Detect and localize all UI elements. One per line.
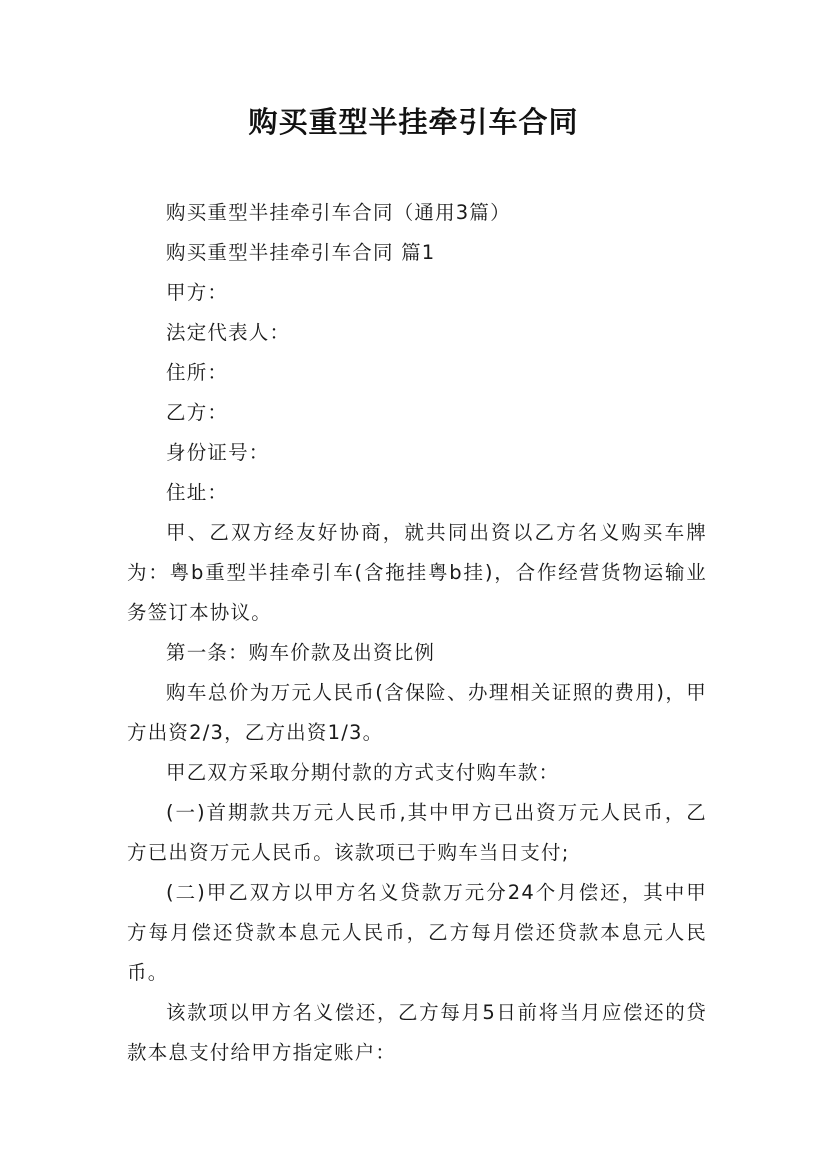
paragraph-id-number: 身份证号：: [166, 441, 270, 464]
paragraph-party-a: 甲方：: [166, 281, 229, 304]
paragraph-article-one-heading: 第一条：购车价款及出资比例: [166, 641, 436, 664]
paragraph-subtitle: 购买重型半挂牵引车合同（通用3篇）: [166, 201, 511, 224]
paragraph-agreement-intro: 甲、乙双方经友好协商，就共同出资以乙方名义购买车牌为：粤b重型半挂牵引车(含拖挂粤b挂)，合作经营货物运输业务签订本协议。: [127, 521, 707, 624]
document-title: 购买重型半挂牵引车合同: [248, 105, 579, 139]
paragraph-down-payment: (一)首期款共万元人民币,其中甲方已出资万元人民币，乙方已出资万元人民币。该款项已于购车当日支付;: [127, 801, 707, 864]
paragraph-party-b: 乙方：: [166, 401, 229, 424]
paragraph-repayment-account: 该款项以甲方名义偿还，乙方每月5日前将当月应偿还的贷款本息支付给甲方指定账户：: [127, 1001, 707, 1064]
paragraph-installment-method: 甲乙双方采取分期付款的方式支付购车款：: [166, 761, 560, 784]
paragraph-purchase-price: 购车总价为万元人民币(含保险、办理相关证照的费用)，甲方出资2/3，乙方出资1/3。: [127, 681, 707, 744]
document-body: [127, 193, 707, 1073]
paragraph-legal-representative: 法定代表人：: [166, 321, 291, 344]
paragraph-loan-repayment: (二)甲乙双方以甲方名义贷款万元分24个月偿还，其中甲方每月偿还贷款本息元人民币，乙方每月偿还贷款本息元人民币。: [127, 881, 707, 984]
paragraph-section-heading: 购买重型半挂牵引车合同 篇1: [166, 241, 436, 264]
paragraph-address: 住址：: [166, 481, 229, 504]
paragraph-residence: 住所：: [166, 361, 229, 384]
